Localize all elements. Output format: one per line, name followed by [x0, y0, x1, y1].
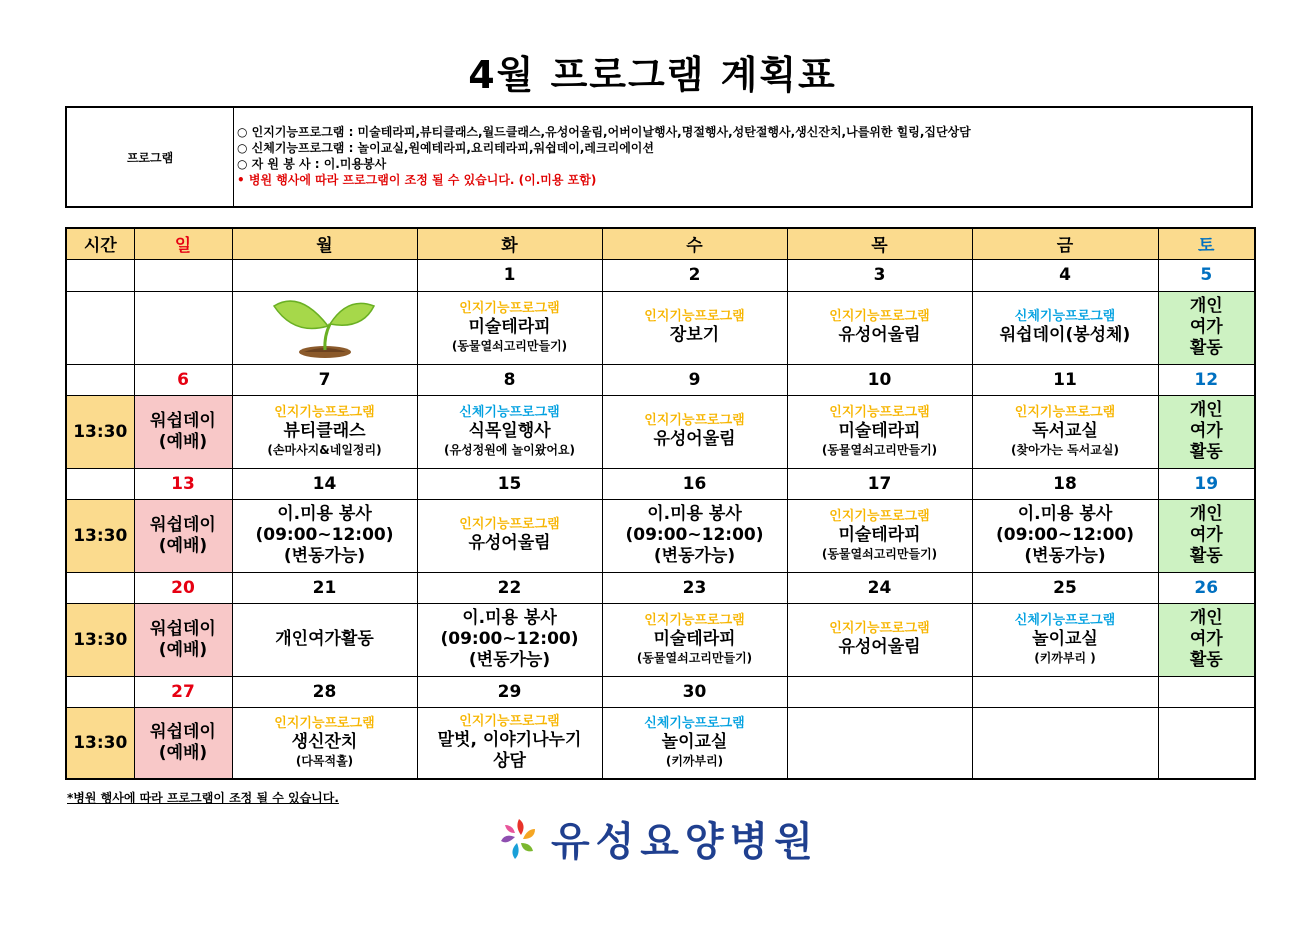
time-cell: 13:30 — [66, 499, 134, 572]
volunteer-time: (09:00~12:00) — [440, 629, 579, 649]
event-title: 식목일행사 — [468, 421, 551, 441]
header-fri: 금 — [972, 228, 1158, 259]
header-wed: 수 — [602, 228, 787, 259]
event-cell — [602, 707, 787, 779]
free-activity-line: 여가 — [1189, 629, 1223, 649]
date-cell-empty — [66, 468, 134, 499]
free-activity-line: 여가 — [1189, 317, 1223, 337]
event-row-week3 — [66, 499, 1255, 572]
worship-cell — [134, 603, 232, 676]
page-title: 4월 프로그램 계획표 — [468, 53, 837, 97]
event-title: 놀이교실 — [661, 732, 728, 753]
date-cell: 29 — [417, 676, 602, 707]
date-cell-empty — [66, 259, 134, 291]
date-cell: 7 — [232, 364, 417, 395]
category-cognitive: 인지기능프로그램 — [644, 413, 745, 428]
date-cell-sunday: 20 — [134, 572, 232, 603]
event-row-week1 — [66, 291, 1255, 364]
free-activity-line: 활동 — [1189, 650, 1223, 670]
date-row-week3 — [66, 468, 1255, 499]
category-cognitive: 인지기능프로그램 — [459, 713, 560, 729]
event-cell — [417, 395, 602, 468]
event-detail: (키까부리 ) — [1034, 651, 1096, 665]
free-activity-cell — [1158, 291, 1255, 364]
worship-subtitle: (예배) — [158, 742, 208, 763]
date-row-week2 — [66, 364, 1255, 395]
event-cell — [417, 291, 602, 364]
volunteer-title: 이.미용 봉사 — [647, 504, 742, 524]
event-cell — [972, 603, 1158, 676]
date-cell: 11 — [972, 364, 1158, 395]
sprout-icon — [270, 292, 380, 360]
date-cell-sunday: 13 — [134, 468, 232, 499]
time-cell: 13:30 — [66, 707, 134, 779]
category-cognitive: 인지기능프로그램 — [829, 621, 930, 636]
event-title: 장보기 — [669, 325, 720, 345]
volunteer-title: 이.미용 봉사 — [462, 608, 557, 628]
event-row-week4 — [66, 603, 1255, 676]
event-cell-empty — [972, 707, 1158, 779]
worship-subtitle: (예배) — [158, 639, 208, 660]
free-activity-line: 개인 — [1189, 400, 1223, 420]
header-mon: 월 — [232, 228, 417, 259]
category-physical: 신체기능프로그램 — [1014, 613, 1116, 628]
program-info-label: 프로그램 — [67, 108, 234, 206]
date-cell: 28 — [232, 676, 417, 707]
category-cognitive: 인지기능프로그램 — [459, 301, 560, 316]
event-cell — [232, 707, 417, 779]
free-activity-line: 활동 — [1189, 338, 1223, 358]
date-cell-empty — [66, 364, 134, 395]
category-cognitive: 인지기능프로그램 — [829, 309, 930, 324]
free-activity-cell — [1158, 499, 1255, 572]
event-title: 생신잔치 — [291, 732, 358, 753]
category-cognitive: 인지기능프로그램 — [829, 405, 930, 420]
category-cognitive: 인지기능프로그램 — [274, 716, 375, 732]
free-activity-line: 여가 — [1189, 421, 1223, 441]
event-detail: (다목적홀) — [295, 754, 354, 769]
volunteer-cell — [232, 499, 417, 572]
info-line-notice: • 병원 행사에 따라 프로그램이 조정 될 수 있습니다. (이.미용 포함) — [237, 173, 597, 187]
event-detail: (동물열쇠고리만들기) — [451, 339, 568, 353]
worship-cell — [134, 707, 232, 779]
category-cognitive: 인지기능프로그램 — [644, 613, 745, 628]
event-cell — [417, 707, 602, 779]
sprout-illustration-cell — [232, 291, 417, 364]
date-cell: 1 — [417, 259, 602, 291]
volunteer-note: (변동가능) — [468, 650, 551, 670]
date-cell: 8 — [417, 364, 602, 395]
worship-title: 워쉽데이 — [150, 514, 216, 535]
header-time: 시간 — [66, 228, 134, 259]
date-cell: 2 — [602, 259, 787, 291]
free-activity-line: 개인 — [1189, 608, 1223, 628]
date-cell: 23 — [602, 572, 787, 603]
volunteer-cell — [417, 603, 602, 676]
event-cell — [232, 395, 417, 468]
worship-cell — [134, 499, 232, 572]
date-cell-sunday: 27 — [134, 676, 232, 707]
free-activity-line: 활동 — [1189, 546, 1223, 566]
category-physical: 신체기능프로그램 — [459, 405, 560, 420]
event-cell — [787, 499, 972, 572]
category-physical: 신체기능프로그램 — [1014, 309, 1116, 324]
date-row-week1 — [66, 259, 1255, 291]
event-row-week5 — [66, 707, 1255, 779]
date-cell: 22 — [417, 572, 602, 603]
event-title: 유성어울림 — [653, 429, 736, 449]
event-cell — [602, 395, 787, 468]
volunteer-cell — [602, 499, 787, 572]
flower-logo-icon — [495, 815, 543, 863]
event-cell-empty — [1158, 707, 1255, 779]
hospital-logo-text: 유성요양병원 — [551, 819, 819, 865]
category-cognitive: 인지기능프로그램 — [1014, 405, 1116, 420]
category-cognitive: 인지기능프로그램 — [829, 509, 930, 524]
event-title: 유성어울림 — [838, 325, 921, 345]
header-thu: 목 — [787, 228, 972, 259]
event-detail: (동물열쇠고리만들기) — [821, 443, 938, 457]
date-cell: 17 — [787, 468, 972, 499]
date-cell-empty — [972, 676, 1158, 707]
date-cell: 21 — [232, 572, 417, 603]
info-line-physical: ○ 신체기능프로그램 : 놀이교실,원예테라피,요리테라피,워쉽데이,레크리에이션 — [237, 141, 654, 155]
event-cell — [972, 291, 1158, 364]
calendar-table — [65, 227, 1256, 780]
date-cell: 18 — [972, 468, 1158, 499]
date-cell: 9 — [602, 364, 787, 395]
date-cell-saturday: 26 — [1158, 572, 1255, 603]
event-cell — [232, 603, 417, 676]
volunteer-time: (09:00~12:00) — [995, 525, 1134, 545]
event-title: 미술테라피 — [653, 629, 736, 649]
date-cell-empty — [787, 676, 972, 707]
category-cognitive: 인지기능프로그램 — [459, 517, 560, 532]
event-cell — [787, 291, 972, 364]
date-cell-empty — [66, 676, 134, 707]
event-cell — [787, 603, 972, 676]
date-cell: 15 — [417, 468, 602, 499]
info-line-volunteer: ○ 자 원 봉 사 : 이.미용봉사 — [237, 157, 387, 171]
time-cell: 13:30 — [66, 603, 134, 676]
worship-title: 워쉽데이 — [150, 410, 216, 431]
event-title: 뷰티클래스 — [283, 421, 366, 441]
date-cell-saturday: 19 — [1158, 468, 1255, 499]
event-title: 미술테라피 — [468, 317, 551, 337]
date-cell: 14 — [232, 468, 417, 499]
event-cell — [417, 499, 602, 572]
header-sun: 일 — [134, 228, 232, 259]
event-title: 유성어울림 — [838, 637, 921, 657]
event-cell — [787, 395, 972, 468]
event-title-line2: 상담 — [493, 750, 526, 771]
date-cell-empty — [66, 572, 134, 603]
event-cell-empty — [787, 707, 972, 779]
footnote: *병원 행사에 따라 프로그램이 조정 될 수 있습니다. — [67, 791, 339, 805]
event-cell — [972, 395, 1158, 468]
date-cell-empty — [232, 259, 417, 291]
free-activity-line: 개인 — [1189, 296, 1223, 316]
event-row-week2 — [66, 395, 1255, 468]
volunteer-cell — [972, 499, 1158, 572]
program-info-body — [234, 108, 971, 206]
date-cell: 16 — [602, 468, 787, 499]
event-detail: (키까부리) — [665, 754, 724, 769]
category-cognitive: 인지기능프로그램 — [644, 309, 745, 324]
volunteer-note: (변동가능) — [283, 546, 366, 566]
date-cell: 4 — [972, 259, 1158, 291]
event-detail: (찾아가는 독서교실) — [1011, 443, 1119, 457]
category-physical: 신체기능프로그램 — [644, 716, 745, 732]
worship-title: 워쉽데이 — [150, 721, 216, 742]
date-cell-sunday: 6 — [134, 364, 232, 395]
header-sat: 토 — [1158, 228, 1255, 259]
calendar-header-row — [66, 228, 1255, 259]
header-tue: 화 — [417, 228, 602, 259]
time-cell: 13:30 — [66, 395, 134, 468]
worship-title: 워쉽데이 — [150, 618, 216, 639]
free-activity-line: 여가 — [1189, 525, 1223, 545]
worship-subtitle: (예배) — [158, 535, 208, 556]
program-info-box — [65, 106, 1253, 208]
volunteer-time: (09:00~12:00) — [625, 525, 764, 545]
event-title: 개인여가활동 — [275, 629, 374, 649]
date-cell-empty — [134, 259, 232, 291]
hospital-logo — [495, 810, 819, 867]
date-row-week5 — [66, 676, 1255, 707]
event-title: 미술테라피 — [838, 525, 921, 545]
volunteer-note: (변동가능) — [1024, 546, 1106, 566]
event-title: 유성어울림 — [468, 533, 551, 553]
category-cognitive: 인지기능프로그램 — [274, 405, 375, 420]
date-cell: 30 — [602, 676, 787, 707]
free-activity-line: 활동 — [1189, 442, 1223, 462]
event-title: 말벗, 이야기나누기 — [437, 729, 582, 750]
time-cell-empty — [66, 291, 134, 364]
date-cell: 24 — [787, 572, 972, 603]
volunteer-note: (변동가능) — [653, 546, 736, 566]
info-line-cognitive: ○ 인지기능프로그램 : 미술테라피,뷰티클래스,월드클래스,유성어울림,어버이날행사,명절행사,성탄절행사,생신잔치,나를위한 힐링,집단상담 — [237, 125, 971, 139]
event-cell — [602, 603, 787, 676]
event-cell-empty — [134, 291, 232, 364]
event-title: 놀이교실 — [1032, 629, 1098, 649]
event-detail: (동물열쇠고리만들기) — [821, 547, 938, 561]
free-activity-cell — [1158, 603, 1255, 676]
event-title: 미술테라피 — [838, 421, 921, 441]
event-detail: (동물열쇠고리만들기) — [636, 651, 753, 665]
worship-subtitle: (예배) — [158, 431, 208, 452]
date-cell-saturday: 12 — [1158, 364, 1255, 395]
free-activity-line: 개인 — [1189, 504, 1223, 524]
volunteer-title: 이.미용 봉사 — [277, 504, 372, 524]
date-cell-empty — [1158, 676, 1255, 707]
date-cell: 3 — [787, 259, 972, 291]
event-title: 독서교실 — [1032, 421, 1098, 441]
event-title: 워쉽데이(봉성체) — [999, 325, 1131, 345]
free-activity-cell — [1158, 395, 1255, 468]
event-detail: (유성정원에 놀이왔어요) — [443, 443, 576, 457]
volunteer-title: 이.미용 봉사 — [1017, 504, 1113, 524]
date-cell: 10 — [787, 364, 972, 395]
date-cell-saturday: 5 — [1158, 259, 1255, 291]
event-detail: (손마사지&네일정리) — [267, 443, 382, 457]
date-cell: 25 — [972, 572, 1158, 603]
event-cell — [602, 291, 787, 364]
date-row-week4 — [66, 572, 1255, 603]
worship-cell — [134, 395, 232, 468]
volunteer-time: (09:00~12:00) — [255, 525, 394, 545]
